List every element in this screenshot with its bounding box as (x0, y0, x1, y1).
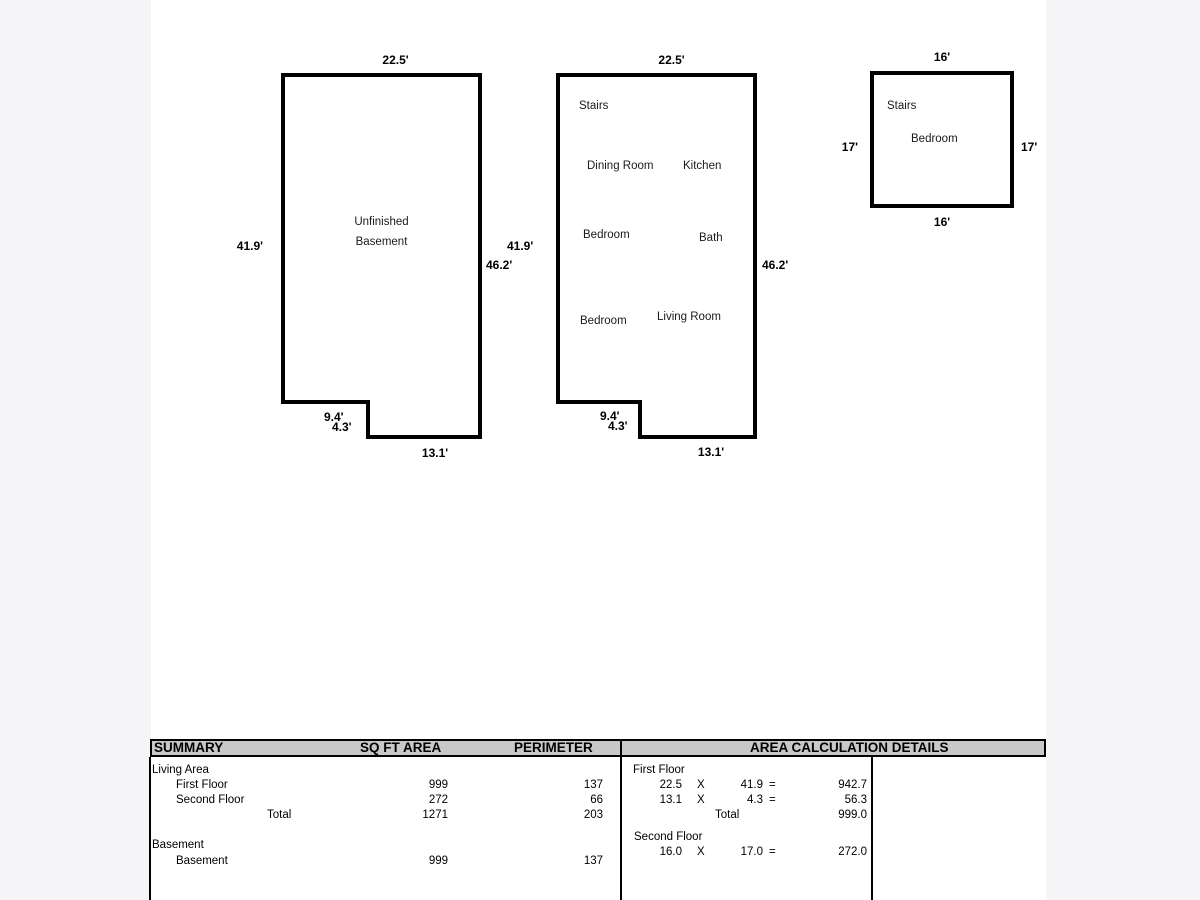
summary-row-second-floor-label: Second Floor (176, 794, 245, 806)
basement-outline (283, 75, 480, 437)
second-floor-bottom-dim: 16' (933, 215, 951, 229)
second-floor-top-dim: 16' (933, 50, 951, 64)
basement-right-dim: 41.9' (507, 239, 534, 253)
details-row1-result: 942.7 (838, 779, 867, 791)
summary-group-basement: Basement (152, 839, 204, 851)
first-floor-bath-label: Bath (699, 232, 723, 244)
details-row3-dim-a: 16.0 (659, 846, 682, 858)
second-floor-right-dim: 17' (1021, 140, 1038, 154)
summary-row-basement-label: Basement (176, 855, 228, 867)
details-row2-multiply: X (697, 794, 705, 806)
basement-notch-width-dim: 9.4' (324, 410, 344, 424)
perimeter-header-label: PERIMETER (514, 740, 593, 755)
summary-header-label: SUMMARY (154, 740, 224, 755)
details-row3-result: 272.0 (838, 846, 867, 858)
second-floor-stairs-label: Stairs (887, 100, 917, 112)
first-floor-notch-height-dim: 4.3' (608, 419, 628, 433)
first-floor-top-dim: 22.5' (658, 53, 685, 67)
details-row2-dim-a: 13.1 (659, 794, 682, 806)
details-row3-equals: = (769, 846, 776, 858)
first-floor-stairs-label: Stairs (579, 100, 609, 112)
summary-row-second-floor-sqft: 272 (428, 794, 448, 806)
details-right-divider (871, 757, 873, 900)
summary-row-first-floor-sqft: 999 (428, 779, 448, 791)
basement-room-label-line1: Unfinished (354, 216, 409, 228)
first-floor-outline (558, 75, 755, 437)
summary-row-second-floor-perimeter: 66 (590, 794, 603, 806)
second-floor-bedroom-label: Bedroom (911, 133, 958, 145)
details-second-floor-heading: Second Floor (634, 831, 703, 843)
table-left-border (149, 757, 151, 900)
details-total-label: Total (715, 809, 740, 821)
summary-row-total-perimeter: 203 (583, 809, 603, 821)
details-first-floor-heading: First Floor (633, 764, 685, 776)
details-row1-dim-a: 22.5 (659, 779, 682, 791)
summary-row-basement-perimeter: 137 (583, 855, 603, 867)
details-row2-equals: = (769, 794, 776, 806)
first-floor-bottom-dim: 13.1' (697, 445, 725, 459)
first-floor-dining-label: Dining Room (587, 160, 654, 172)
details-row1-dim-b: 41.9 (740, 779, 763, 791)
basement-right-total-dim: 46.2' (486, 258, 513, 272)
details-row1-multiply: X (697, 779, 705, 791)
summary-row-total-sqft: 1271 (422, 809, 448, 821)
summary-row-basement-sqft: 999 (428, 855, 448, 867)
table-middle-divider (620, 757, 622, 900)
basement-bottom-dim: 13.1' (421, 446, 449, 460)
details-row3-dim-b: 17.0 (740, 846, 763, 858)
first-floor-kitchen-label: Kitchen (683, 160, 722, 172)
details-row1-equals: = (769, 779, 776, 791)
details-row2-dim-b: 4.3 (747, 794, 763, 806)
basement-notch-height-dim: 4.3' (332, 420, 352, 434)
summary-group-living-area: Living Area (152, 764, 209, 776)
first-floor-living-label: Living Room (657, 311, 721, 323)
basement-top-dim: 22.5' (382, 53, 409, 67)
first-floor-bedroom2-label: Bedroom (580, 315, 627, 327)
details-total-value: 999.0 (838, 809, 867, 821)
first-floor-bedroom1-label: Bedroom (583, 229, 630, 241)
details-row3-multiply: X (697, 846, 705, 858)
basement-left-dim: 41.9' (236, 239, 263, 253)
first-floor-notch-width-dim: 9.4' (600, 409, 620, 423)
summary-row-first-floor-perimeter: 137 (583, 779, 603, 791)
second-floor-left-dim: 17' (841, 140, 858, 154)
sqft-header-label: SQ FT AREA (360, 740, 442, 755)
details-row2-result: 56.3 (844, 794, 867, 806)
summary-row-first-floor-label: First Floor (176, 779, 228, 791)
first-floor-right-dim: 46.2' (762, 258, 789, 272)
basement-room-label-line2: Basement (355, 236, 408, 248)
details-header-label: AREA CALCULATION DETAILS (750, 740, 949, 755)
summary-row-total-label: Total (267, 809, 292, 821)
